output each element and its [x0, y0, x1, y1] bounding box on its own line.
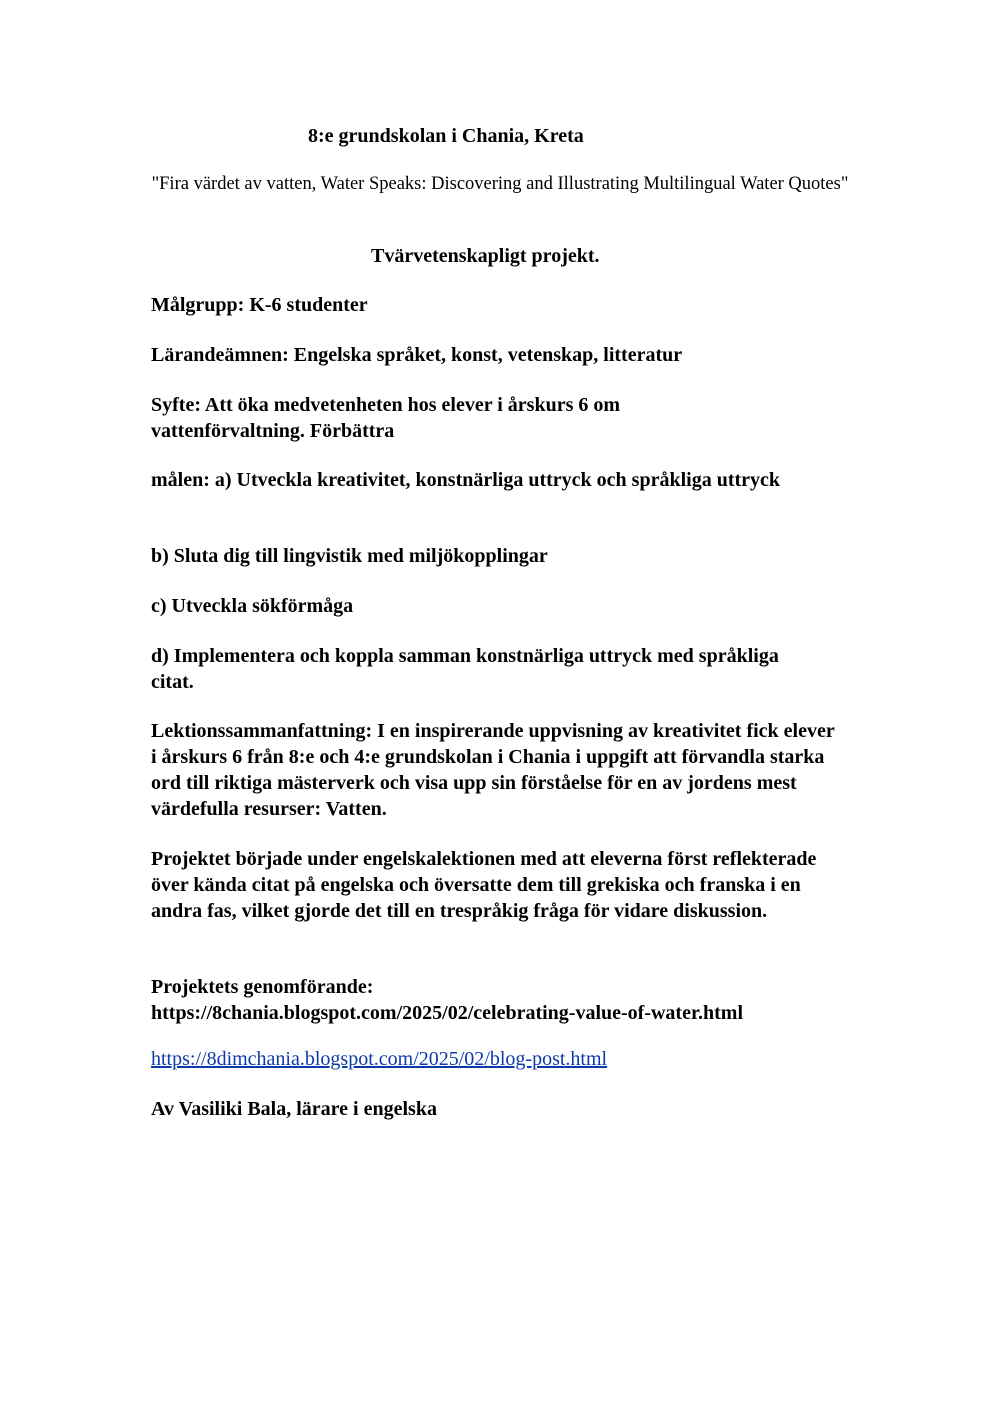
school-title: 8:e grundskolan i Chania, Kreta — [308, 125, 584, 147]
purpose: Syfte: Att öka medvetenheten hos elever i årskurs 6 om vattenförvaltning. Förbättra — [151, 394, 621, 442]
subjects: Lärandeämnen: Engelska språket, konst, vetenskap, litteratur — [151, 344, 683, 366]
goal-d: d) Implementera och koppla samman konstnärliga uttryck med språkliga citat. — [151, 645, 779, 693]
implementation-url: https://8chania.blogspot.com/2025/02/celebrating-value-of-water.html — [151, 1002, 744, 1024]
project-type-heading: Tvärvetenskapligt projekt. — [371, 245, 600, 267]
goal-c: c) Utveckla sökförmåga — [151, 595, 354, 617]
lesson-summary: Lektionssammanfattning: I en inspirerande uppvisning av kreativitet fick elever i årskurs 6 från 8:e och 4:e grundskolan i Chania i uppgift att förvandla starka ord till riktiga mästerverk och visa upp sin förståelse för en av jordens mest värdefulla resurser: Vatten. — [151, 720, 835, 820]
target-group: Målgrupp: K-6 studenter — [151, 294, 368, 316]
author-line: Av Vasiliki Bala, lärare i engelska — [151, 1098, 437, 1120]
blog-post-link[interactable]: https://8dimchania.blogspot.com/2025/02/blog-post.html — [151, 1048, 608, 1070]
implementation-label: Projektets genomförande: — [151, 976, 374, 998]
project-title: "Fira värdet av vatten, Water Speaks: Discovering and Illustrating Multilingual Water Quotes" — [151, 174, 849, 194]
project-start: Projektet började under engelskalektionen med att eleverna först reflekterade över kända citat på engelska och översatte dem till grekiska och franska i en andra fas, vilket gjorde det till en trespråkig fråga för vidare diskussion. — [151, 848, 817, 922]
goal-a: målen: a) Utveckla kreativitet, konstnärliga uttryck och språkliga uttryck — [151, 469, 781, 491]
goal-b: b) Sluta dig till lingvistik med miljökopplingar — [151, 545, 548, 567]
